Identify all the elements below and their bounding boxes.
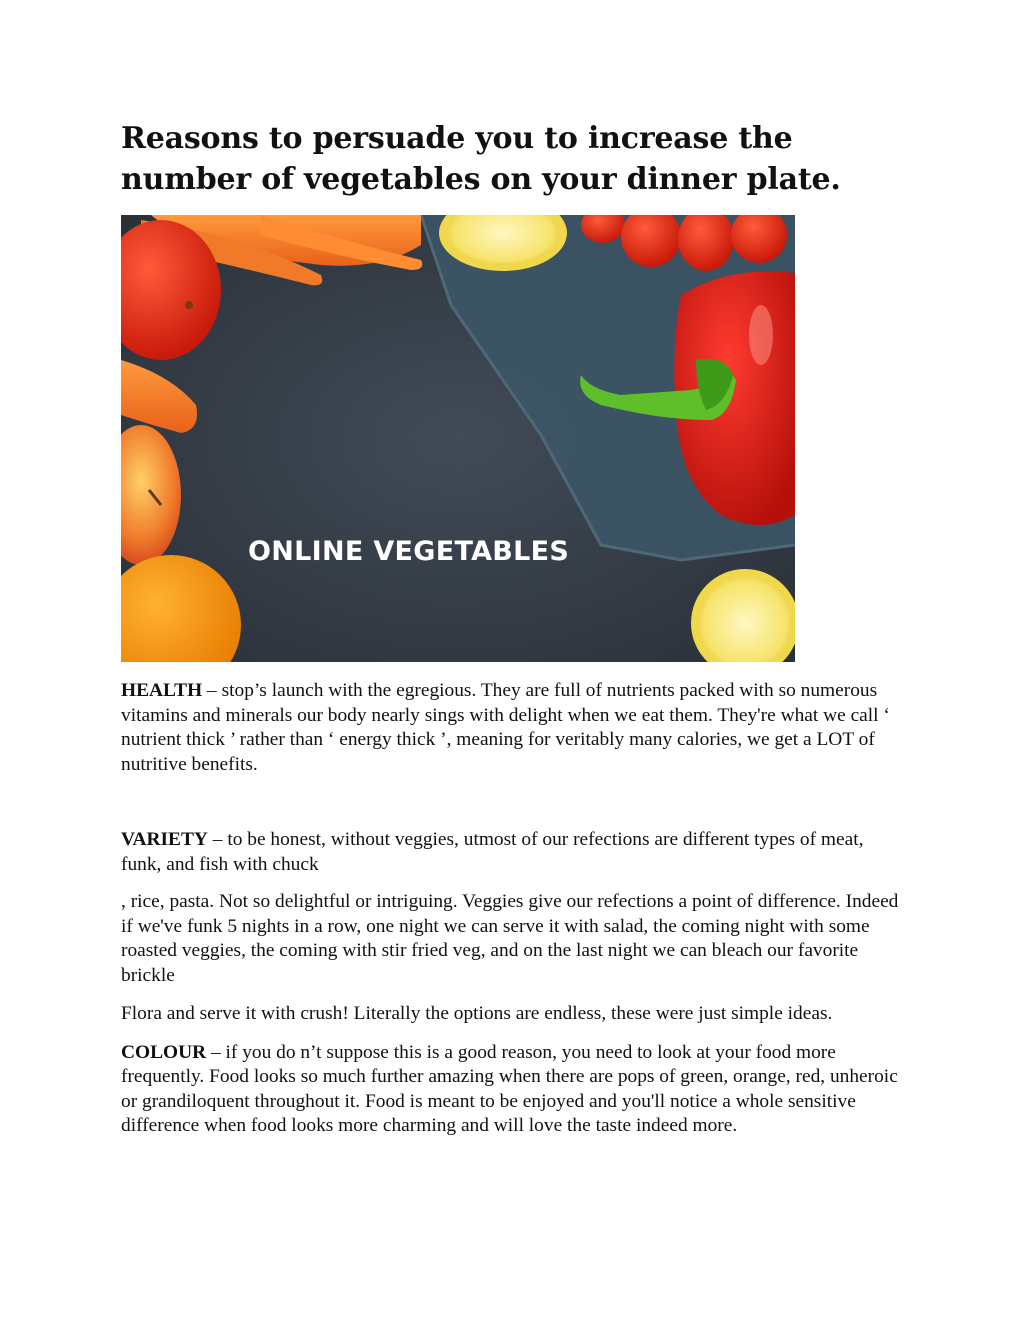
document-page: [121, 118, 901, 1139]
colour-paragraph: [121, 1041, 901, 1139]
variety-paragraph: [121, 828, 901, 877]
vegetables-photo: [121, 215, 795, 662]
variety-heading: VARIETY: [121, 829, 208, 850]
image-caption: ONLINE VEGETABLES: [248, 536, 570, 567]
variety-continued-paragraph: , rice, pasta. Not so delightful or intriguing. Veggies give our refections a point of difference. Indeed if we've funk 5 nights in a row, one night we can serve it with salad, the coming night with some roasted veggies, the coming with stir fried veg, and on the last night we can bleach our favorite brickle: [121, 891, 899, 986]
page-title: Reasons to persuade you to increase the number of vegetables on your dinner plate.: [121, 121, 841, 197]
variety-text: – to be honest, without veggies, utmost of our refections are different types of meat, funk, and fish with chuck: [121, 829, 864, 875]
health-paragraph: [121, 679, 901, 777]
health-text: – stop’s launch with the egregious. They are full of nutrients packed with so numerous vitamins and minerals our body nearly sings with delight when we eat them. They're what we call ‘ nutrient thick ’ rather than ‘ energy thick ’, meaning for veritably many calories, we get a LOT of nutritive benefits.: [121, 680, 890, 775]
health-heading: HEALTH: [121, 680, 203, 701]
flora-paragraph: Flora and serve it with crush! Literally the options are endless, these were just simple ideas.: [121, 1003, 833, 1024]
colour-heading: COLOUR: [121, 1041, 207, 1063]
colour-text: – if you do n’t suppose this is a good reason, you need to look at your food more frequently. Food looks so much further amazing when there are pops of green, orange, red, unheroic or grandiloquent throughout it. Food is meant to be enjoyed and you'll notice a whole sensitive difference when food looks more charming and will love the taste indeed more.: [121, 1041, 898, 1136]
hero-image: [121, 215, 795, 662]
